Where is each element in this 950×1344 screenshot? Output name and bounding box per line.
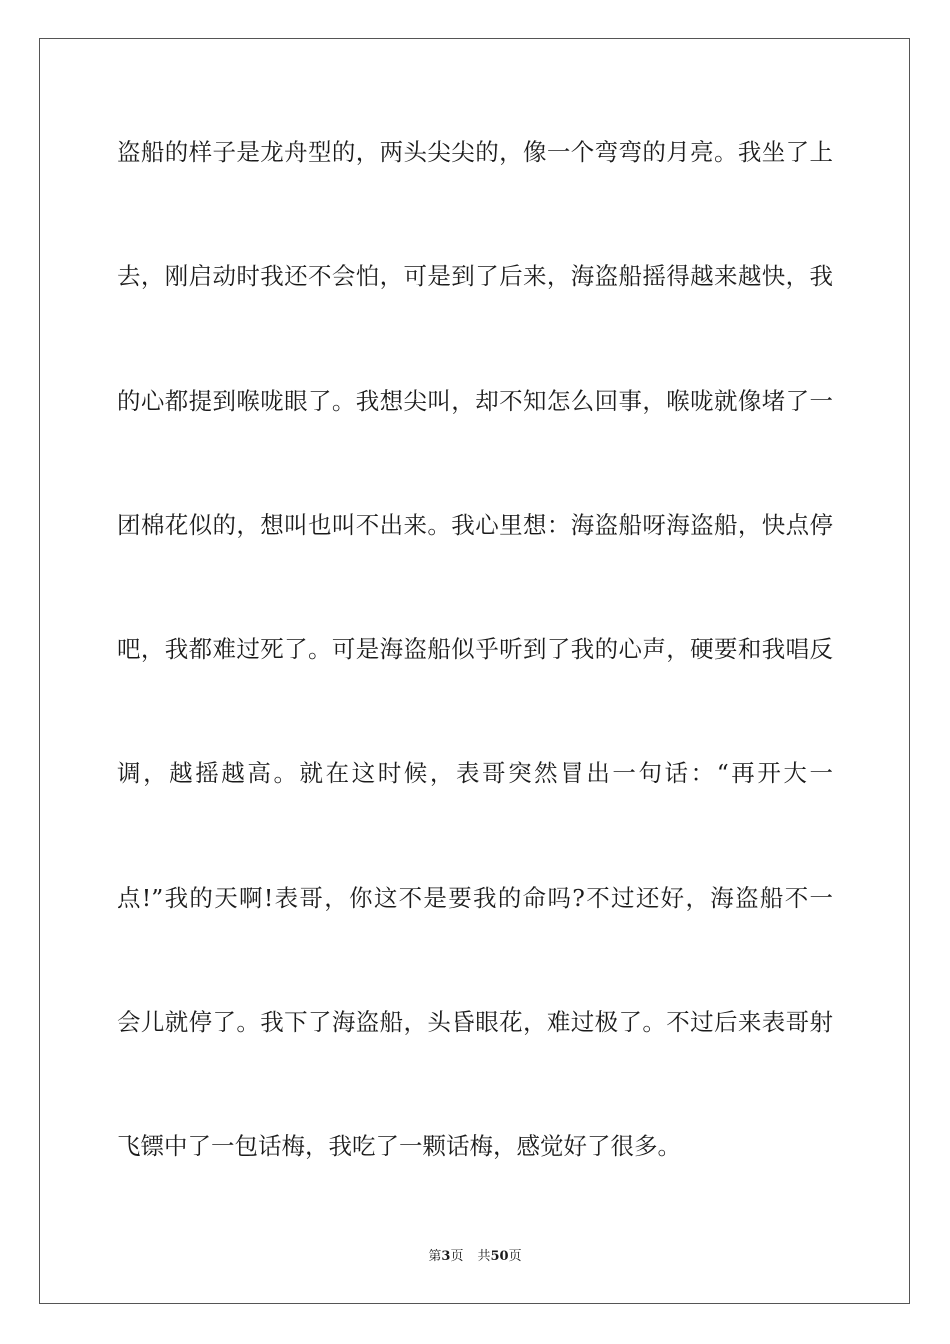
text-line-4: 团棉花似的，想叫也叫不出来。我心里想：海盗船呀海盗船，快点停 — [117, 510, 833, 539]
page-total-count: 50 — [490, 1249, 509, 1264]
text-line-7: 点!”我的天啊!表哥，你这不是要我的命吗?不过还好，海盗船不一 — [117, 883, 833, 912]
text-line-8: 会儿就停了。我下了海盗船，头昏眼花，难过极了。不过后来表哥射 — [117, 1008, 833, 1037]
page-number-prefix: 第 — [428, 1249, 442, 1264]
page-number-current: 3 — [441, 1249, 451, 1264]
page-number-suffix: 页 — [450, 1249, 464, 1264]
page-footer — [0, 1248, 950, 1266]
page-total-suffix: 页 — [508, 1249, 522, 1264]
text-line-2: 去，刚启动时我还不会怕，可是到了后来，海盗船摇得越来越快，我 — [117, 262, 833, 291]
page-total-prefix: 共 — [477, 1249, 491, 1264]
body-text — [117, 127, 833, 1246]
text-line-1: 盗船的样子是龙舟型的，两头尖尖的，像一个弯弯的月亮。我坐了上 — [117, 138, 833, 166]
text-line-5: 吧，我都难过死了。可是海盗船似乎听到了我的心声，硬要和我唱反 — [117, 635, 833, 664]
text-line-3: 的心都提到喉咙眼了。我想尖叫，却不知怎么回事，喉咙就像堵了一 — [117, 386, 833, 415]
text-line-9: 飞镖中了一包话梅，我吃了一颗话梅，感觉好了很多。 — [117, 1132, 681, 1161]
text-line-6: 调，越摇越高。就在这时候，表哥突然冒出一句话：“再开大一 — [117, 759, 833, 788]
